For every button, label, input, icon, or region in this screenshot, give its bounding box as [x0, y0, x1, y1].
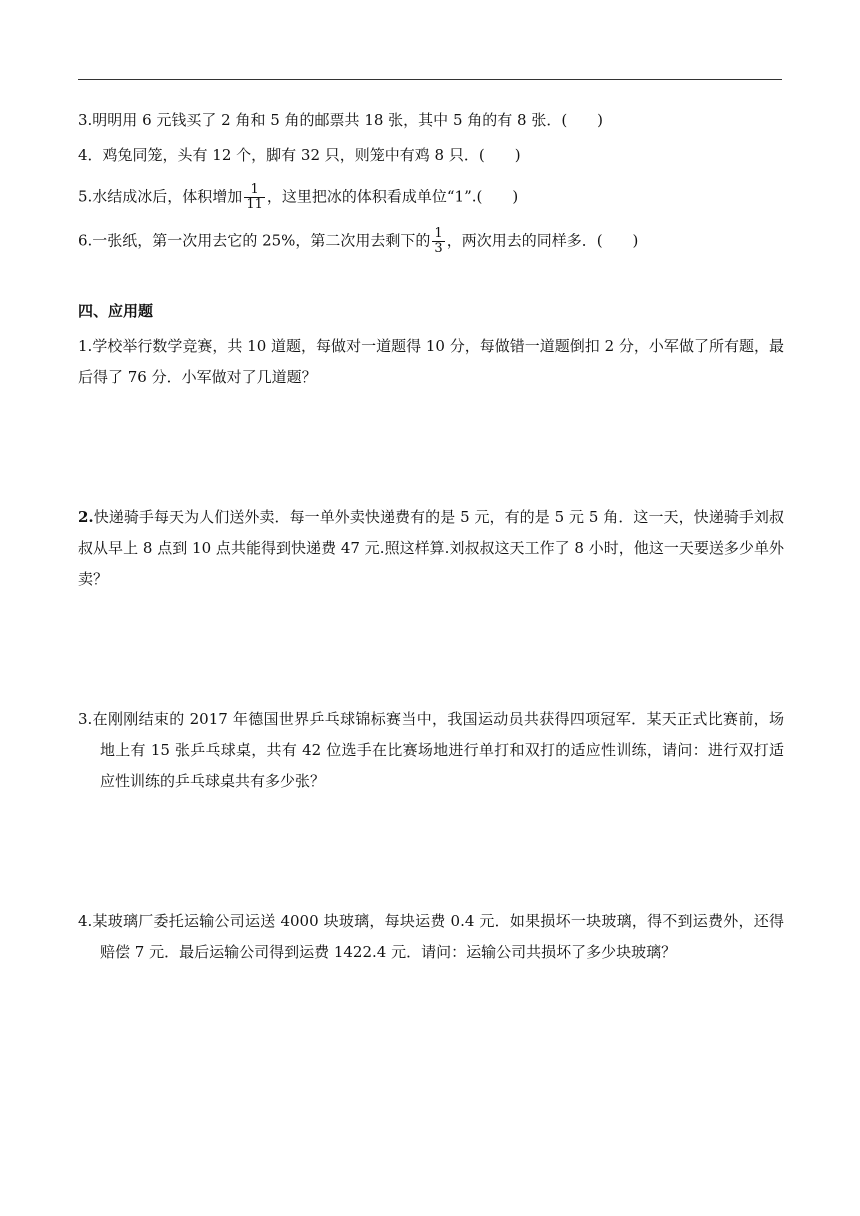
problem-1-text: 学校举行数学竞赛，共 10 道题，每做对一道题得 10 分，每做错一道题倒扣 2 分，小军做了所有题，最后得了 76 分．小军做对了几道题？	[78, 337, 784, 386]
problem-1-number: 1.	[78, 337, 93, 355]
fraction-denominator: 3	[434, 241, 443, 256]
problem-4-text: 某玻璃厂委托运输公司运送 4000 块玻璃，每块运费 0.4 元．如果损坏一块玻璃，得不到运费外，还得赔偿 7 元．最后运输公司得到运费 1422.4 元．请问：运输公司共损坏了多少块玻璃？	[92, 912, 784, 961]
judgement-item-4-text: 4．鸡兔同笼，头有 12 个，脚有 32 只，则笼中有鸡 8 只．( )	[78, 146, 521, 164]
fraction-denominator: 11	[246, 197, 263, 212]
fraction-one-eleventh	[244, 183, 265, 212]
problem-4	[78, 906, 784, 968]
judgement-item-6-after: ，两次用去的同样多．( )	[446, 231, 639, 250]
fraction-one-third	[432, 227, 444, 256]
problem-3	[78, 704, 784, 797]
problem-1	[78, 331, 784, 393]
fraction-numerator: 1	[244, 183, 265, 198]
judgement-item-5-before: 5.水结成冰后，体积增加	[78, 187, 243, 206]
problem-3-number: 3.	[78, 710, 93, 728]
problem-3-text: 在刚刚结束的 2017 年德国世界乒乓球锦标赛当中，我国运动员共获得四项冠军．某天正式比赛前，场地上有 15 张乒乓球桌，共有 42 位选手在比赛场地进行单打和双打的适应性训练，请问：进行双打适应性训练的乒乓球桌共有多少张？	[92, 710, 784, 790]
problem-4-number: 4.	[78, 912, 93, 930]
problem-2-number: 2.	[78, 508, 94, 526]
judgement-item-3-text: 3.明明用 6 元钱买了 2 角和 5 角的邮票共 18 张，其中 5 角的有 8 张．( )	[78, 111, 604, 129]
section-title: 四、应用题	[78, 302, 154, 320]
judgement-item-6	[78, 227, 638, 256]
header-rule	[78, 79, 782, 80]
judgement-item-4	[78, 145, 521, 165]
judgement-item-6-before: 6.一张纸，第一次用去它的 25%，第二次用去剩下的	[78, 231, 431, 250]
judgement-item-3	[78, 110, 603, 130]
problem-2	[78, 502, 784, 595]
judgement-item-5-after: ，这里把冰的体积看成单位“1”.( )	[266, 187, 519, 206]
fraction-numerator: 1	[434, 226, 443, 241]
judgement-item-5	[78, 183, 518, 212]
problem-2-text: 快递骑手每天为人们送外卖．每一单外卖快递费有的是 5 元，有的是 5 元 5 角．这一天，快递骑手刘叔叔从早上 8 点到 10 点共能得到快递费 47 元.照这样算.刘叔叔这天工作了 8 小时，他这一天要送多少单外卖？	[78, 508, 784, 588]
